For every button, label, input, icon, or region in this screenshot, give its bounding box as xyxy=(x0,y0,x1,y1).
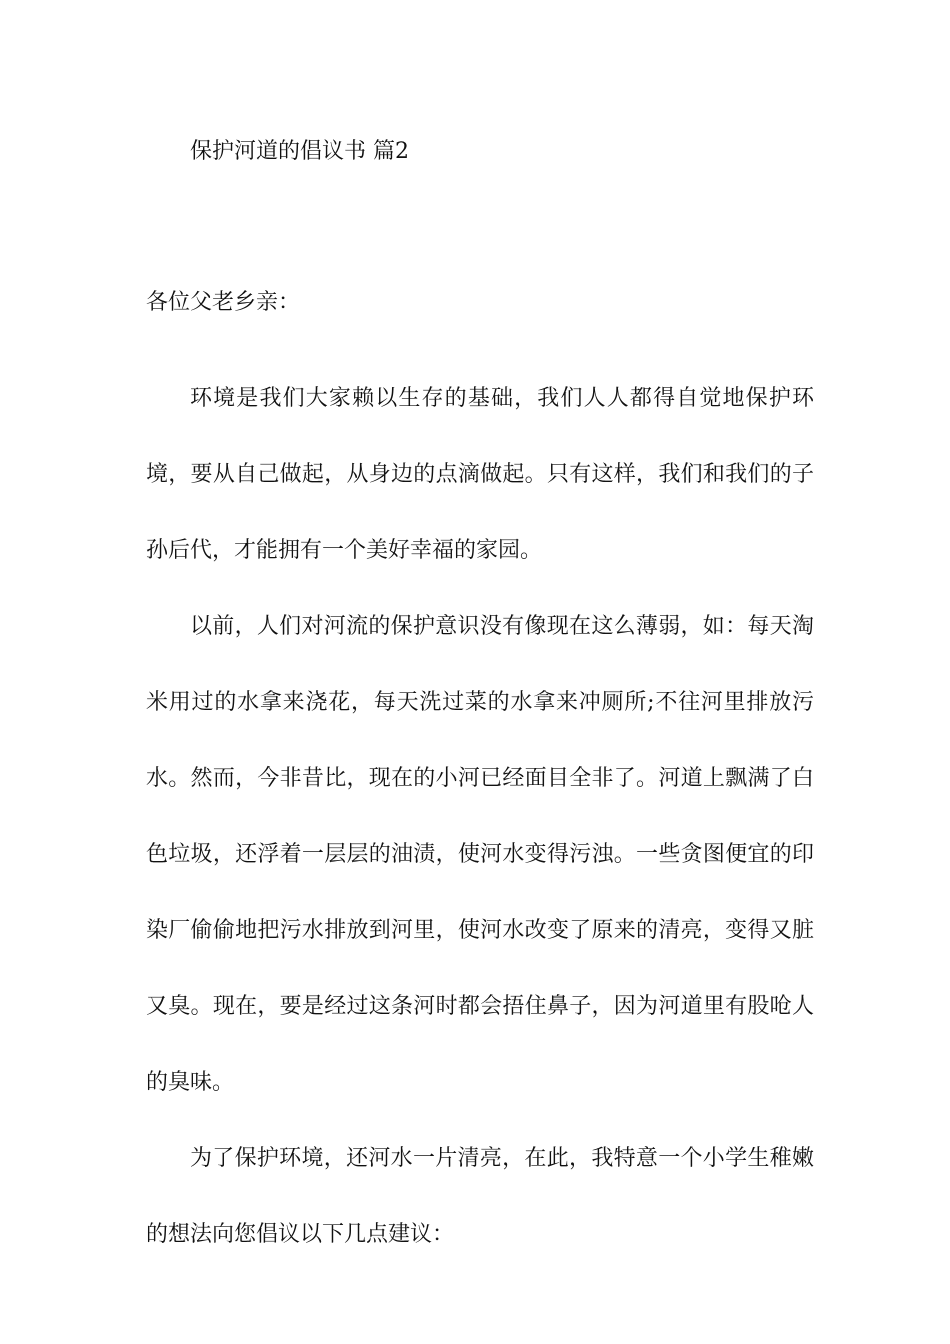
document-body xyxy=(146,285,814,1273)
paragraph-river-pollution: 以前，人们对河流的保护意识没有像现在这么薄弱，如：每天淘米用过的水拿来浇花，每天洗过菜的水拿来冲厕所;不往河里排放污水。然而，今非昔比，现在的小河已经面目全非了。河道上飘满了白色垃圾，还浮着一层层的油渍，使河水变得污浊。一些贪图便宜的印染厂偷偷地把污水排放到河里，使河水改变了原来的清亮，变得又脏又臭。现在，要是经过这条河时都会捂住鼻子，因为河道里有股呛人的臭味。 xyxy=(146,614,814,1095)
paragraph-proposal: 为了保护环境，还河水一片清亮，在此，我特意一个小学生稚嫩的想法向您倡议以下几点建议： xyxy=(146,1146,814,1247)
salutation: 各位父老乡亲： xyxy=(146,290,301,315)
paragraph-environment: 环境是我们大家赖以生存的基础，我们人人都得自觉地保护环境，要从自己做起，从身边的点滴做起。只有这样，我们和我们的子孙后代，才能拥有一个美好幸福的家园。 xyxy=(146,386,814,563)
document-title: 保护河道的倡议书 篇2 xyxy=(190,139,409,164)
